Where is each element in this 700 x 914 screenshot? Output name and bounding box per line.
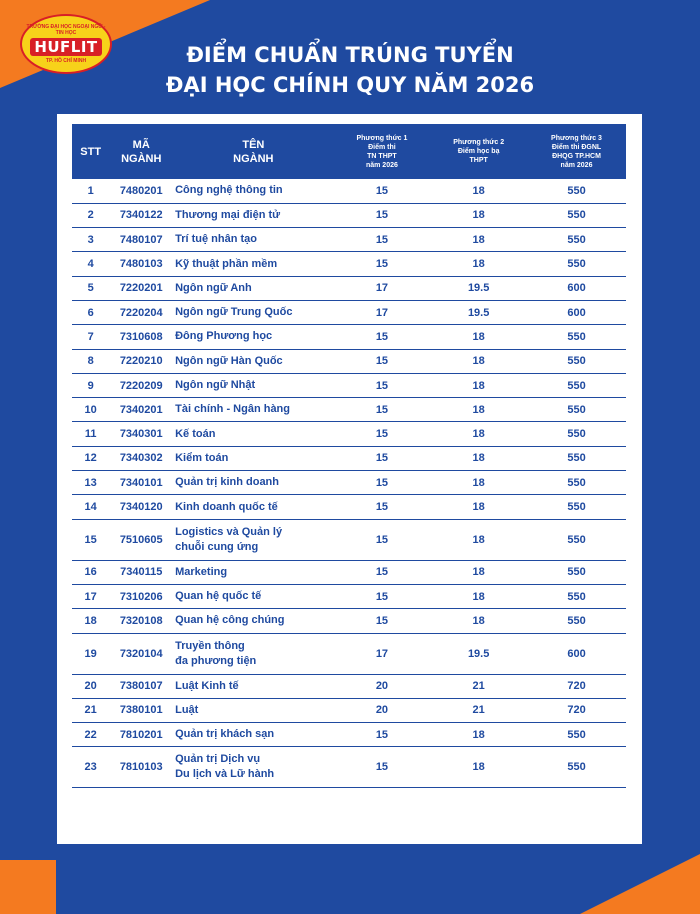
table-row [72, 633, 626, 674]
cell-stt: 10 [72, 398, 109, 422]
cell-phuong-thuc-2: 18 [430, 723, 527, 747]
cell-phuong-thuc-1: 17 [334, 633, 431, 674]
cell-ma-nganh: 7220204 [109, 300, 173, 324]
table-row [72, 422, 626, 446]
cell-phuong-thuc-2: 19.5 [430, 633, 527, 674]
cell-ma-nganh: 7380107 [109, 674, 173, 698]
header-phuong-thuc-1: Phương thức 1 Điểm thi TN THPT năm 2026 [356, 134, 408, 169]
table-row [72, 228, 626, 252]
cell-ten-nganh: Ngôn ngữ Hàn Quốc [173, 349, 333, 373]
header-ten-nganh: TÊN NGÀNH [233, 138, 274, 165]
cell-phuong-thuc-2: 18 [430, 228, 527, 252]
cell-phuong-thuc-1: 15 [334, 723, 431, 747]
cell-stt: 21 [72, 698, 109, 722]
header-phuong-thuc-2: Phương thức 2 Điểm học bạ THPT [453, 139, 505, 164]
cell-phuong-thuc-1: 15 [334, 398, 431, 422]
cell-phuong-thuc-1: 15 [334, 252, 431, 276]
cell-ten-nganh: Quản trị Dịch vụ Du lịch và Lữ hành [173, 747, 333, 788]
cell-phuong-thuc-1: 15 [334, 471, 431, 495]
cell-stt: 3 [72, 228, 109, 252]
cell-ten-nganh: Công nghệ thông tin [173, 179, 333, 203]
cell-stt: 15 [72, 519, 109, 560]
cell-phuong-thuc-1: 15 [334, 519, 431, 560]
cell-phuong-thuc-1: 15 [334, 560, 431, 584]
table-row [72, 398, 626, 422]
cell-phuong-thuc-3: 600 [527, 633, 626, 674]
header-ma-nganh: MÃ NGÀNH [121, 138, 162, 165]
cell-ten-nganh: Đông Phương học [173, 325, 333, 349]
cell-ma-nganh: 7480107 [109, 228, 173, 252]
table-row [72, 747, 626, 788]
cell-phuong-thuc-3: 550 [527, 325, 626, 349]
cell-ten-nganh: Ngôn ngữ Anh [173, 276, 333, 300]
cell-ma-nganh: 7340302 [109, 446, 173, 470]
cell-stt: 7 [72, 325, 109, 349]
cell-phuong-thuc-3: 550 [527, 747, 626, 788]
table-row [72, 300, 626, 324]
cell-phuong-thuc-1: 15 [334, 325, 431, 349]
cell-stt: 23 [72, 747, 109, 788]
table-row [72, 609, 626, 633]
cell-phuong-thuc-1: 20 [334, 674, 431, 698]
cell-ten-nganh: Truyền thông đa phương tiện [173, 633, 333, 674]
cell-ten-nganh: Marketing [173, 560, 333, 584]
cell-phuong-thuc-2: 18 [430, 325, 527, 349]
header-stt: STT [80, 145, 102, 158]
cell-ma-nganh: 7380101 [109, 698, 173, 722]
cell-ma-nganh: 7320108 [109, 609, 173, 633]
cell-phuong-thuc-3: 550 [527, 203, 626, 227]
cell-phuong-thuc-1: 15 [334, 228, 431, 252]
cell-phuong-thuc-3: 600 [527, 276, 626, 300]
cell-phuong-thuc-1: 15 [334, 495, 431, 519]
cell-phuong-thuc-3: 550 [527, 446, 626, 470]
cell-phuong-thuc-3: 550 [527, 422, 626, 446]
logo-bottom-text: TP. HỒ CHÍ MINH [45, 58, 87, 64]
cell-ten-nganh: Logistics và Quản lý chuỗi cung ứng [173, 519, 333, 560]
cell-ten-nganh: Quan hệ công chúng [173, 609, 333, 633]
cell-ten-nganh: Kế toán [173, 422, 333, 446]
cell-phuong-thuc-1: 17 [334, 300, 431, 324]
cell-ten-nganh: Tài chính - Ngân hàng [173, 398, 333, 422]
cell-phuong-thuc-2: 21 [430, 674, 527, 698]
cell-ten-nganh: Kinh doanh quốc tế [173, 495, 333, 519]
cell-phuong-thuc-1: 15 [334, 584, 431, 608]
orange-corner-decoration [580, 854, 700, 914]
cell-phuong-thuc-2: 18 [430, 203, 527, 227]
cell-phuong-thuc-2: 18 [430, 584, 527, 608]
cell-stt: 22 [72, 723, 109, 747]
cell-phuong-thuc-3: 550 [527, 373, 626, 397]
table-row [72, 276, 626, 300]
cell-ten-nganh: Luật [173, 698, 333, 722]
cell-phuong-thuc-2: 18 [430, 349, 527, 373]
cell-ma-nganh: 7310206 [109, 584, 173, 608]
title-line-2: ĐẠI HỌC CHÍNH QUY NĂM 2026 [165, 73, 535, 97]
cell-stt: 5 [72, 276, 109, 300]
table-row [72, 325, 626, 349]
cell-ma-nganh: 7810201 [109, 723, 173, 747]
cell-phuong-thuc-3: 550 [527, 228, 626, 252]
cell-phuong-thuc-3: 720 [527, 698, 626, 722]
cell-phuong-thuc-3: 720 [527, 674, 626, 698]
table-row [72, 560, 626, 584]
cell-phuong-thuc-1: 15 [334, 179, 431, 203]
admission-scores-table [72, 124, 626, 788]
cell-stt: 12 [72, 446, 109, 470]
cell-phuong-thuc-2: 18 [430, 560, 527, 584]
cell-ma-nganh: 7340201 [109, 398, 173, 422]
table-row [72, 471, 626, 495]
scores-panel [57, 114, 642, 844]
cell-phuong-thuc-2: 18 [430, 747, 527, 788]
table-row [72, 446, 626, 470]
cell-ma-nganh: 7220210 [109, 349, 173, 373]
cell-stt: 13 [72, 471, 109, 495]
cell-ma-nganh: 7340120 [109, 495, 173, 519]
cell-phuong-thuc-3: 550 [527, 495, 626, 519]
cell-ma-nganh: 7310608 [109, 325, 173, 349]
logo-name: HUFLIT [30, 38, 101, 56]
cell-phuong-thuc-2: 18 [430, 252, 527, 276]
cell-stt: 20 [72, 674, 109, 698]
cell-phuong-thuc-2: 18 [430, 373, 527, 397]
table-row [72, 519, 626, 560]
cell-ten-nganh: Quan hệ quốc tế [173, 584, 333, 608]
cell-phuong-thuc-2: 18 [430, 398, 527, 422]
cell-phuong-thuc-2: 18 [430, 519, 527, 560]
cell-ma-nganh: 7480201 [109, 179, 173, 203]
cell-stt: 9 [72, 373, 109, 397]
cell-ten-nganh: Thương mại điện tử [173, 203, 333, 227]
cell-phuong-thuc-1: 15 [334, 422, 431, 446]
table-row [72, 203, 626, 227]
cell-phuong-thuc-3: 550 [527, 519, 626, 560]
cell-phuong-thuc-1: 15 [334, 446, 431, 470]
cell-stt: 17 [72, 584, 109, 608]
cell-phuong-thuc-3: 550 [527, 179, 626, 203]
cell-phuong-thuc-2: 18 [430, 471, 527, 495]
cell-stt: 14 [72, 495, 109, 519]
cell-phuong-thuc-3: 550 [527, 723, 626, 747]
cell-stt: 18 [72, 609, 109, 633]
cell-ma-nganh: 7340122 [109, 203, 173, 227]
cell-phuong-thuc-1: 15 [334, 747, 431, 788]
cell-phuong-thuc-2: 18 [430, 422, 527, 446]
cell-phuong-thuc-1: 20 [334, 698, 431, 722]
cell-phuong-thuc-2: 18 [430, 495, 527, 519]
cell-ma-nganh: 7340101 [109, 471, 173, 495]
table-row [72, 373, 626, 397]
cell-phuong-thuc-2: 19.5 [430, 276, 527, 300]
table-row [72, 584, 626, 608]
orange-corner-decoration [0, 860, 56, 914]
cell-ma-nganh: 7340301 [109, 422, 173, 446]
cell-phuong-thuc-2: 19.5 [430, 300, 527, 324]
cell-stt: 8 [72, 349, 109, 373]
table-header-row [72, 124, 626, 179]
cell-phuong-thuc-3: 550 [527, 584, 626, 608]
cell-ten-nganh: Ngôn ngữ Nhật [173, 373, 333, 397]
cell-ma-nganh: 7340115 [109, 560, 173, 584]
title-line-1: ĐIỂM CHUẨN TRÚNG TUYỂN [186, 43, 514, 67]
cell-ten-nganh: Ngôn ngữ Trung Quốc [173, 300, 333, 324]
cell-ma-nganh: 7220201 [109, 276, 173, 300]
cell-phuong-thuc-1: 15 [334, 373, 431, 397]
table-row [72, 495, 626, 519]
table-row [72, 698, 626, 722]
cell-phuong-thuc-2: 21 [430, 698, 527, 722]
table-row [72, 349, 626, 373]
logo-top-text: TRƯỜNG ĐẠI HỌC NGOẠI NGỮ - TIN HỌC [26, 24, 106, 36]
cell-phuong-thuc-3: 550 [527, 252, 626, 276]
cell-ma-nganh: 7480103 [109, 252, 173, 276]
cell-stt: 4 [72, 252, 109, 276]
cell-phuong-thuc-2: 18 [430, 446, 527, 470]
cell-phuong-thuc-1: 15 [334, 609, 431, 633]
cell-ten-nganh: Quản trị khách sạn [173, 723, 333, 747]
cell-ten-nganh: Luật Kinh tế [173, 674, 333, 698]
cell-stt: 6 [72, 300, 109, 324]
cell-phuong-thuc-2: 18 [430, 609, 527, 633]
cell-ma-nganh: 7510605 [109, 519, 173, 560]
cell-ma-nganh: 7220209 [109, 373, 173, 397]
cell-phuong-thuc-3: 550 [527, 398, 626, 422]
header-phuong-thuc-3: Phương thức 3 Điểm thi ĐGNL ĐHQG TP.HCM năm 2026 [551, 134, 602, 169]
table-row [72, 179, 626, 203]
table-row [72, 252, 626, 276]
cell-ma-nganh: 7810103 [109, 747, 173, 788]
cell-phuong-thuc-1: 17 [334, 276, 431, 300]
cell-phuong-thuc-3: 550 [527, 471, 626, 495]
table-row [72, 723, 626, 747]
cell-phuong-thuc-2: 18 [430, 179, 527, 203]
cell-phuong-thuc-1: 15 [334, 203, 431, 227]
cell-phuong-thuc-3: 550 [527, 560, 626, 584]
cell-ma-nganh: 7320104 [109, 633, 173, 674]
cell-stt: 2 [72, 203, 109, 227]
cell-phuong-thuc-1: 15 [334, 349, 431, 373]
table-row [72, 674, 626, 698]
cell-ten-nganh: Trí tuệ nhân tạo [173, 228, 333, 252]
cell-stt: 16 [72, 560, 109, 584]
cell-ten-nganh: Kiểm toán [173, 446, 333, 470]
page-title [0, 40, 700, 100]
cell-stt: 19 [72, 633, 109, 674]
cell-phuong-thuc-3: 550 [527, 349, 626, 373]
cell-stt: 11 [72, 422, 109, 446]
cell-ten-nganh: Kỹ thuật phần mềm [173, 252, 333, 276]
cell-phuong-thuc-3: 550 [527, 609, 626, 633]
cell-stt: 1 [72, 179, 109, 203]
cell-ten-nganh: Quản trị kinh doanh [173, 471, 333, 495]
cell-phuong-thuc-3: 600 [527, 300, 626, 324]
